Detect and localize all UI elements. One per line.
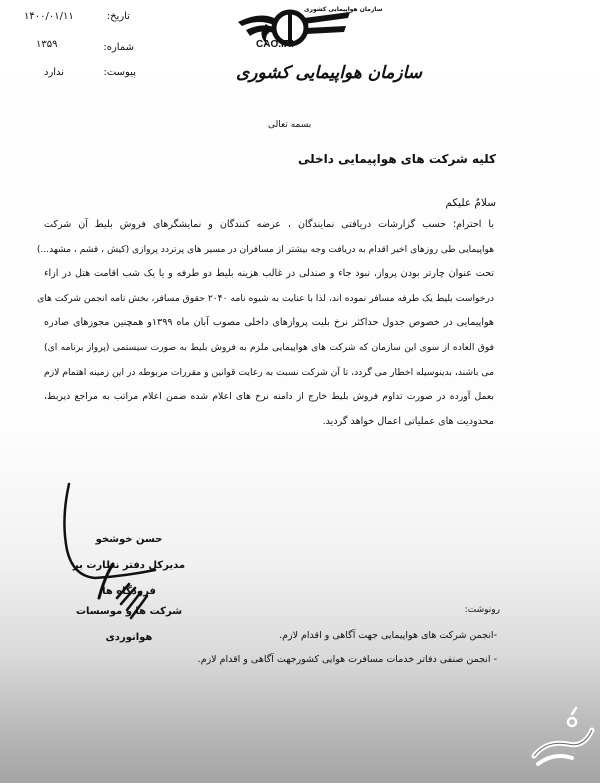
attachment-value: ندارد (44, 67, 65, 78)
signatory-name: حسن خوشخو (95, 534, 163, 545)
logo-small-caption: سازمان هواپیمایی کشوری (304, 6, 383, 13)
cc-item: -انجمن شرکت های هواپیمایی جهت آگاهی و اقدام لازم. (279, 630, 497, 641)
number-row (30, 39, 134, 53)
body-line: بعمل آورده در صورت تداوم فروش بلیط خارج از دامنه نرخ های اعلام شده ضمن اعلام مراتب به مراجع ذیربط، (44, 391, 494, 403)
body-line: می باشند، بدینوسیله اخطار می گردد، تا آن شرکت نسبت به رعایت قوانین و مقررات مربوطه در این زمینه اهتمام لازم (44, 366, 494, 378)
organization-name: سازمان هواپیمایی کشوری (236, 63, 423, 83)
date-label: تاریخ: (106, 11, 130, 22)
bismillah: بسمه تعالی (268, 120, 312, 130)
signatory-department: شرکت ها و موسسات هوانوردی (75, 606, 183, 643)
number-value: ۱۳۵۹ (36, 39, 58, 50)
attachment-label: پیوست: (103, 67, 136, 78)
date-value: ۱۴۰۰/۰۱/۱۱ (24, 11, 74, 22)
body-line: با احترام؛ حسب گزارشات دریافتی نمایندگان ، عرضه کنندگان و نمایشگرهای فروش بلیط آن شرکت (44, 219, 494, 230)
body-line: درخواست بلیط یک طرفه مسافر نموده اند، لذا با عنایت به شیوه نامه ۲۰۴۰ حقوق مسافر، بخش نامه انجمن شرکت های (37, 292, 494, 304)
signatory-title: مدیرکل دفتر نظارت بر فرودگاه ها (72, 560, 186, 597)
addressee: کلیه شرکت های هواپیمایی داخلی (297, 152, 496, 166)
body-line: هواپیمایی طی روزهای اخیر اقدام به دریافت وجه بیشتر از مسافران در مسیر های پرتردد پروازی (کیش ، قشم ، مشهد...) (36, 244, 494, 255)
cc-item: - انجمن صنفی دفاتر خدمات مسافرت هوایی کشورجهت آگاهی و اقدام لازم. (197, 654, 497, 665)
attachment-row (30, 67, 136, 81)
winged-emblem-icon (232, 4, 352, 64)
cc-title: رونوشت: (464, 605, 500, 615)
logo-abbreviation: CAO.IRI (256, 39, 294, 50)
avishan-watermark (528, 700, 598, 780)
date-row (24, 11, 130, 25)
letter-body (36, 213, 494, 434)
watermark-logo-icon (528, 700, 598, 780)
number-label: شماره: (103, 42, 134, 53)
body-line: تحت عنوان چارتر بودن پرواز، نبود جاء و صندلی در غالب هزینه بلیط دو طرفه و یا یک شب اقامت هتل در ازاء (44, 268, 494, 280)
body-line: هواپیمایی در خصوص جدول حداکثر نرخ بلیت پروازهای داخلی مصوب آبان ماه ۱۳۹۹و همچنین مجوزهای صادره (44, 317, 494, 329)
greeting: سلامٌ علیکم (445, 197, 496, 209)
body-line: محدودیت های عملیاتی اعمال خواهد گردید. (322, 415, 494, 427)
signature-block (54, 527, 204, 651)
body-line: فوق العاده از سوی این سازمان که شرکت های هواپیمایی ملزم به فروش بلیط به صورت سیستمی (پرواز برنامه ای) (44, 341, 494, 353)
